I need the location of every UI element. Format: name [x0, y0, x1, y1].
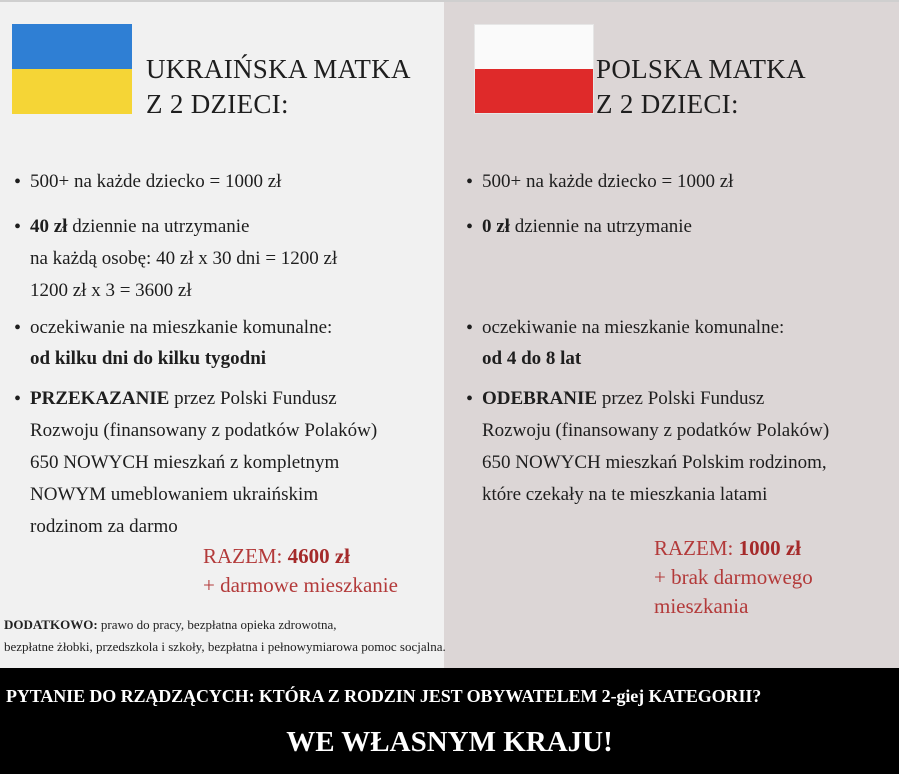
left-housing-wait: od kilku dni do kilku tygodni [30, 348, 267, 369]
left-bullet-daily: • 40 zł dziennie na utrzymanie [30, 211, 249, 243]
right-taken-line2: Rozwoju (finansowany z podatków Polaków) [482, 420, 830, 441]
left-transfer-line4: NOWYM umeblowaniem ukraińskim [30, 484, 319, 505]
right-taken-line3: 650 NOWYCH mieszkań Polskim rodzinom, [482, 452, 827, 473]
answer-text: WE WŁASNYM KRAJU! [286, 726, 613, 758]
left-daily-line3: 1200 zł x 3 = 3600 zł [30, 280, 192, 301]
left-transfer-line5: rodzinom za darmo [30, 516, 178, 537]
left-title: UKRAIŃSKA MATKA Z 2 DZIECI: [146, 54, 411, 119]
right-title: POLSKA MATKA Z 2 DZIECI: [596, 54, 806, 119]
right-housing-wait: od 4 do 8 lat [482, 348, 582, 369]
additional-benefits: DODATKOWO: prawo do pracy, bezpłatna opieka zdrowotna, bezpłatne żłobki, przedszkola i szkoły, bezpłatna i pełnowymiarowa pomoc socjalna. [4, 617, 446, 654]
right-taken-line4: które czekały na te mieszkania latami [482, 484, 768, 505]
right-total: RAZEM: 1000 zł + brak darmowego mieszkania [654, 536, 813, 618]
left-bullet-transfer: • PRZEKAZANIE przez Polski Fundusz [30, 383, 337, 415]
left-bullet-500plus: • 500+ na każde dziecko = 1000 zł [30, 166, 281, 198]
left-daily-line2: na każdą osobę: 40 zł x 30 dni = 1200 zł [30, 248, 338, 269]
left-total: RAZEM: 4600 zł + darmowe mieszkanie [203, 544, 398, 597]
left-bullet-housing: • oczekiwanie na mieszkanie komunalne: [30, 312, 332, 344]
left-transfer-line3: 650 NOWYCH mieszkań z kompletnym [30, 452, 340, 473]
top-border [0, 0, 899, 2]
ukraine-flag-icon [12, 24, 132, 114]
right-bullet-housing: • oczekiwanie na mieszkanie komunalne: [482, 312, 784, 344]
poland-flag-icon [474, 24, 594, 114]
left-transfer-line2: Rozwoju (finansowany z podatków Polaków) [30, 420, 378, 441]
question-text: PYTANIE DO RZĄDZĄCYCH: KTÓRA Z RODZIN JEST OBYWATELEM 2-giej KATEGORII? [6, 686, 762, 706]
right-bullet-500plus: • 500+ na każde dziecko = 1000 zł [482, 166, 733, 198]
right-bullet-daily: • 0 zł dziennie na utrzymanie [482, 211, 692, 243]
right-bullet-taken: • ODEBRANIE przez Polski Fundusz [482, 383, 764, 415]
